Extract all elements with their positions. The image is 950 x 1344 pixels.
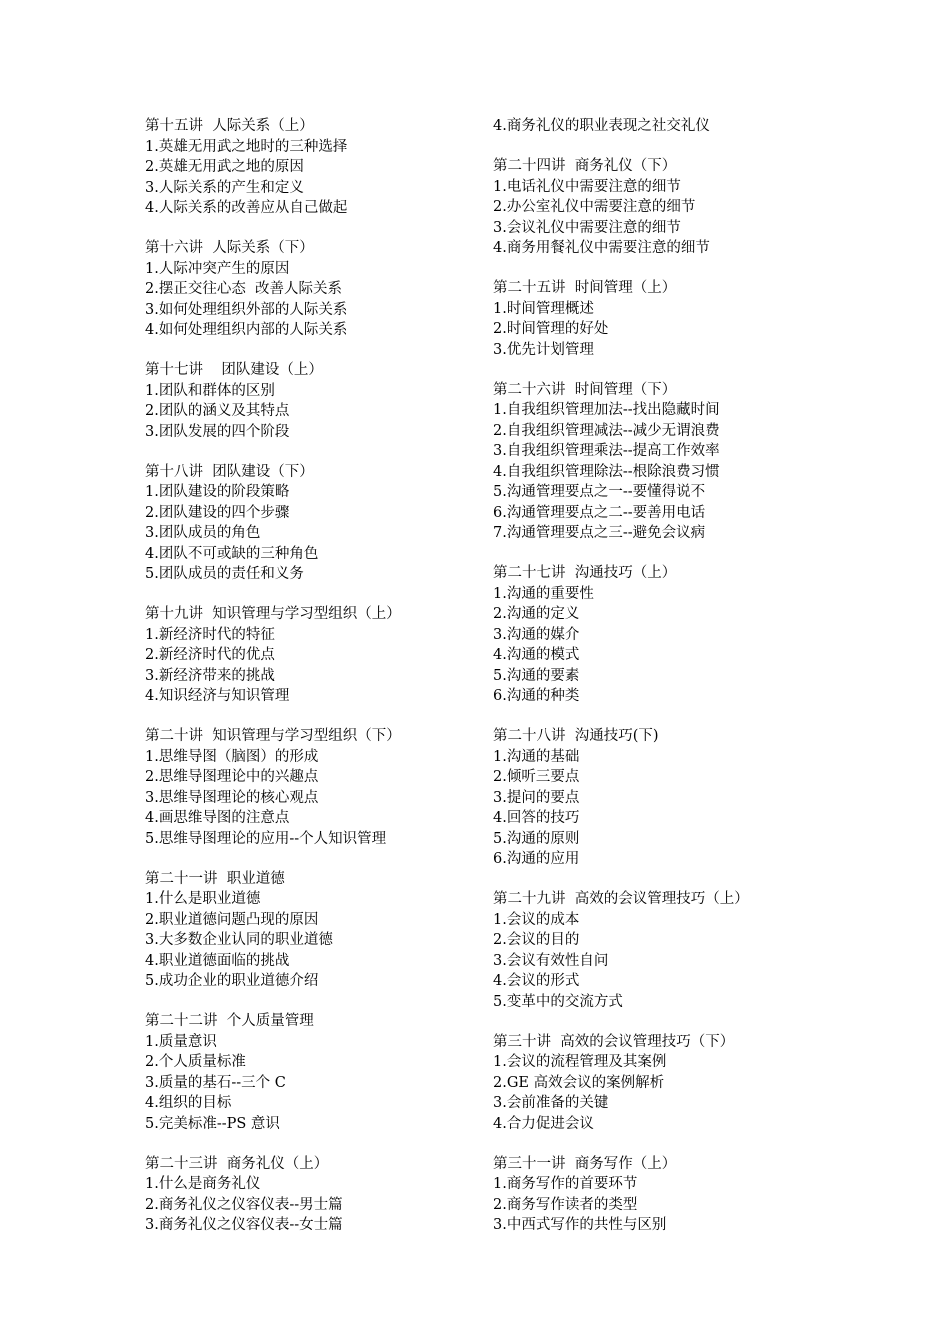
lecture-item: 2.英雄无用武之地的原因: [145, 159, 304, 175]
lecture-item: 2.沟通的定义: [493, 606, 580, 622]
lecture-title: 第十七讲 团队建设（上）: [145, 362, 323, 378]
lecture-section: [493, 1032, 823, 1135]
lecture-item: 4.会议的形式: [493, 973, 580, 989]
lecture-section: [493, 380, 823, 544]
lecture-item: 3.质量的基石--三个 C: [145, 1074, 286, 1091]
lecture-item: 1.团队和群体的区别: [145, 382, 275, 399]
lecture-title: 第二十一讲 职业道德: [145, 870, 285, 887]
lecture-item: 4.团队不可或缺的三种角色: [145, 545, 319, 562]
lecture-item: 2.思维导图理论中的兴趣点: [145, 769, 319, 785]
lecture-item: 4.如何处理组织内部的人际关系: [145, 322, 348, 338]
lecture-item: 2.时间管理的好处: [493, 321, 609, 337]
lecture-item: 4.知识经济与知识管理: [145, 688, 290, 704]
lecture-item: 1.会议的流程管理及其案例: [493, 1054, 667, 1070]
lecture-item: 4.回答的技巧: [493, 810, 580, 826]
lecture-item: 3.中西式写作的共性与区别: [493, 1217, 667, 1233]
lecture-section: [145, 462, 475, 585]
lecture-item: 5.沟通管理要点之一--要懂得说不: [493, 484, 706, 500]
lecture-title: 第二十二讲 个人质量管理: [145, 1013, 314, 1029]
lecture-item: 1.会议的成本: [493, 911, 580, 928]
lecture-item: 2.新经济时代的优点: [145, 647, 275, 663]
lecture-title: 第二十讲 知识管理与学习型组织（下）: [145, 728, 401, 744]
lecture-item: 3.思维导图理论的核心观点: [145, 789, 319, 806]
lecture-item: 1.质量意识: [145, 1033, 217, 1050]
lecture-title: 第十五讲 人际关系（上）: [145, 118, 314, 134]
lecture-item: 5.成功企业的职业道德介绍: [145, 973, 319, 989]
lecture-item: 2.商务写作读者的类型: [493, 1196, 638, 1213]
lecture-section: [493, 278, 823, 360]
right-column: [493, 116, 823, 1255]
lecture-title: 第十六讲 人际关系（下）: [145, 240, 314, 256]
lecture-title: 第二十四讲 商务礼仪（下）: [493, 158, 677, 174]
lecture-section: [493, 889, 823, 1012]
lecture-item: 5.沟通的原则: [493, 830, 580, 847]
lecture-item: 1.自我组织管理加法--找出隐藏时间: [493, 402, 720, 418]
lecture-title: 第二十九讲 高效的会议管理技巧（上）: [493, 891, 749, 907]
lecture-item: 2.职业道德问题凸现的原因: [145, 911, 319, 928]
lecture-section: [145, 360, 475, 442]
lecture-item: 6.沟通的应用: [493, 851, 580, 867]
lecture-item: 1.新经济时代的特征: [145, 626, 275, 643]
lecture-section: [145, 1154, 475, 1236]
lecture-item: 4.自我组织管理除法--根除浪费习惯: [493, 463, 720, 480]
lecture-title: 第二十八讲 沟通技巧(下): [493, 728, 659, 744]
lecture-item: 5.完美标准--PS 意识: [145, 1115, 280, 1132]
lecture-title: 第二十六讲 时间管理（下）: [493, 381, 677, 398]
lecture-item: 4.商务用餐礼仪中需要注意的细节: [493, 240, 710, 256]
lecture-item: 1.商务写作的首要环节: [493, 1176, 638, 1192]
lecture-item: 3.团队发展的四个阶段: [145, 423, 290, 440]
lecture-item: 3.沟通的媒介: [493, 626, 580, 643]
lecture-item: 4.画思维导图的注意点: [145, 810, 290, 826]
lecture-item: 3.会议有效性自问: [493, 952, 609, 969]
lecture-item: 4.沟通的模式: [493, 647, 580, 663]
lecture-section: [145, 726, 475, 849]
lecture-item: 4.职业道德面临的挑战: [145, 952, 290, 969]
lecture-item: 5.沟通的要素: [493, 667, 580, 684]
lecture-item: 3.新经济带来的挑战: [145, 667, 275, 684]
lecture-item: 4.合力促进会议: [493, 1115, 594, 1132]
lecture-item: 4.商务礼仪的职业表现之社交礼仪: [493, 118, 710, 134]
lecture-item: 3.大多数企业认同的职业道德: [145, 932, 333, 948]
lecture-item: 1.时间管理概述: [493, 300, 594, 317]
lecture-item: 3.商务礼仪之仪容仪表--女士篇: [145, 1217, 343, 1233]
lecture-item: 6.沟通管理要点之二--要善用电话: [493, 504, 706, 521]
lecture-item: 4.组织的目标: [145, 1095, 232, 1111]
lecture-item: 1.什么是商务礼仪: [145, 1176, 261, 1192]
lecture-section: [145, 869, 475, 992]
lecture-item: 7.沟通管理要点之三--避免会议病: [493, 525, 706, 541]
lecture-item: 2.会议的目的: [493, 932, 580, 948]
lecture-section: [493, 116, 823, 137]
lecture-section: [493, 156, 823, 259]
lecture-item: 3.提问的要点: [493, 789, 580, 806]
lecture-section: [145, 604, 475, 707]
lecture-item: 2.自我组织管理减法--减少无谓浪费: [493, 422, 720, 439]
lecture-title: 第二十五讲 时间管理（上）: [493, 280, 677, 296]
lecture-section: [145, 238, 475, 341]
lecture-item: 3.自我组织管理乘法--提高工作效率: [493, 443, 720, 459]
lecture-item: 2.GE 高效会议的案例解析: [493, 1074, 665, 1091]
lecture-item: 2.个人质量标准: [145, 1054, 246, 1070]
lecture-item: 1.思维导图（脑图）的形成: [145, 748, 319, 765]
lecture-item: 6.沟通的种类: [493, 688, 580, 704]
lecture-item: 3.会前准备的关键: [493, 1095, 609, 1111]
lecture-item: 1.英雄无用武之地时的三种选择: [145, 138, 348, 155]
lecture-item: 2.团队的涵义及其特点: [145, 403, 290, 419]
lecture-title: 第三十一讲 商务写作（上）: [493, 1155, 677, 1172]
lecture-item: 2.团队建设的四个步骤: [145, 504, 290, 521]
lecture-item: 1.人际冲突产生的原因: [145, 260, 290, 277]
lecture-item: 3.优先计划管理: [493, 341, 594, 358]
lecture-item: 2.摆正交往心态 改善人际关系: [145, 281, 343, 297]
lecture-item: 3.如何处理组织外部的人际关系: [145, 301, 348, 318]
lecture-section: [145, 116, 475, 219]
lecture-item: 1.沟通的基础: [493, 748, 580, 765]
lecture-title: 第三十讲 高效的会议管理技巧（下）: [493, 1033, 735, 1050]
lecture-item: 3.人际关系的产生和定义: [145, 179, 304, 196]
lecture-item: 2.办公室礼仪中需要注意的细节: [493, 199, 696, 215]
lecture-title: 第二十三讲 商务礼仪（上）: [145, 1155, 329, 1172]
lecture-section: [493, 726, 823, 870]
lecture-title: 第二十七讲 沟通技巧（上）: [493, 565, 677, 581]
left-column: [145, 116, 475, 1255]
lecture-section: [145, 1011, 475, 1134]
lecture-item: 1.电话礼仪中需要注意的细节: [493, 178, 681, 195]
lecture-item: 1.什么是职业道德: [145, 891, 261, 907]
lecture-item: 3.会议礼仪中需要注意的细节: [493, 219, 681, 236]
lecture-item: 2.倾听三要点: [493, 769, 580, 785]
lecture-item: 5.变革中的交流方式: [493, 993, 623, 1010]
lecture-item: 1.沟通的重要性: [493, 585, 594, 602]
lecture-title: 第十八讲 团队建设（下）: [145, 463, 314, 480]
lecture-item: 3.团队成员的角色: [145, 525, 261, 541]
lecture-section: [493, 563, 823, 707]
lecture-item: 1.团队建设的阶段策略: [145, 484, 290, 500]
lecture-item: 4.人际关系的改善应从自己做起: [145, 200, 348, 216]
lecture-item: 5.思维导图理论的应用--个人知识管理: [145, 830, 387, 847]
lecture-title: 第十九讲 知识管理与学习型组织（上）: [145, 606, 401, 622]
lecture-section: [493, 1154, 823, 1236]
lecture-item: 5.团队成员的责任和义务: [145, 566, 304, 582]
lecture-item: 2.商务礼仪之仪容仪表--男士篇: [145, 1196, 343, 1213]
